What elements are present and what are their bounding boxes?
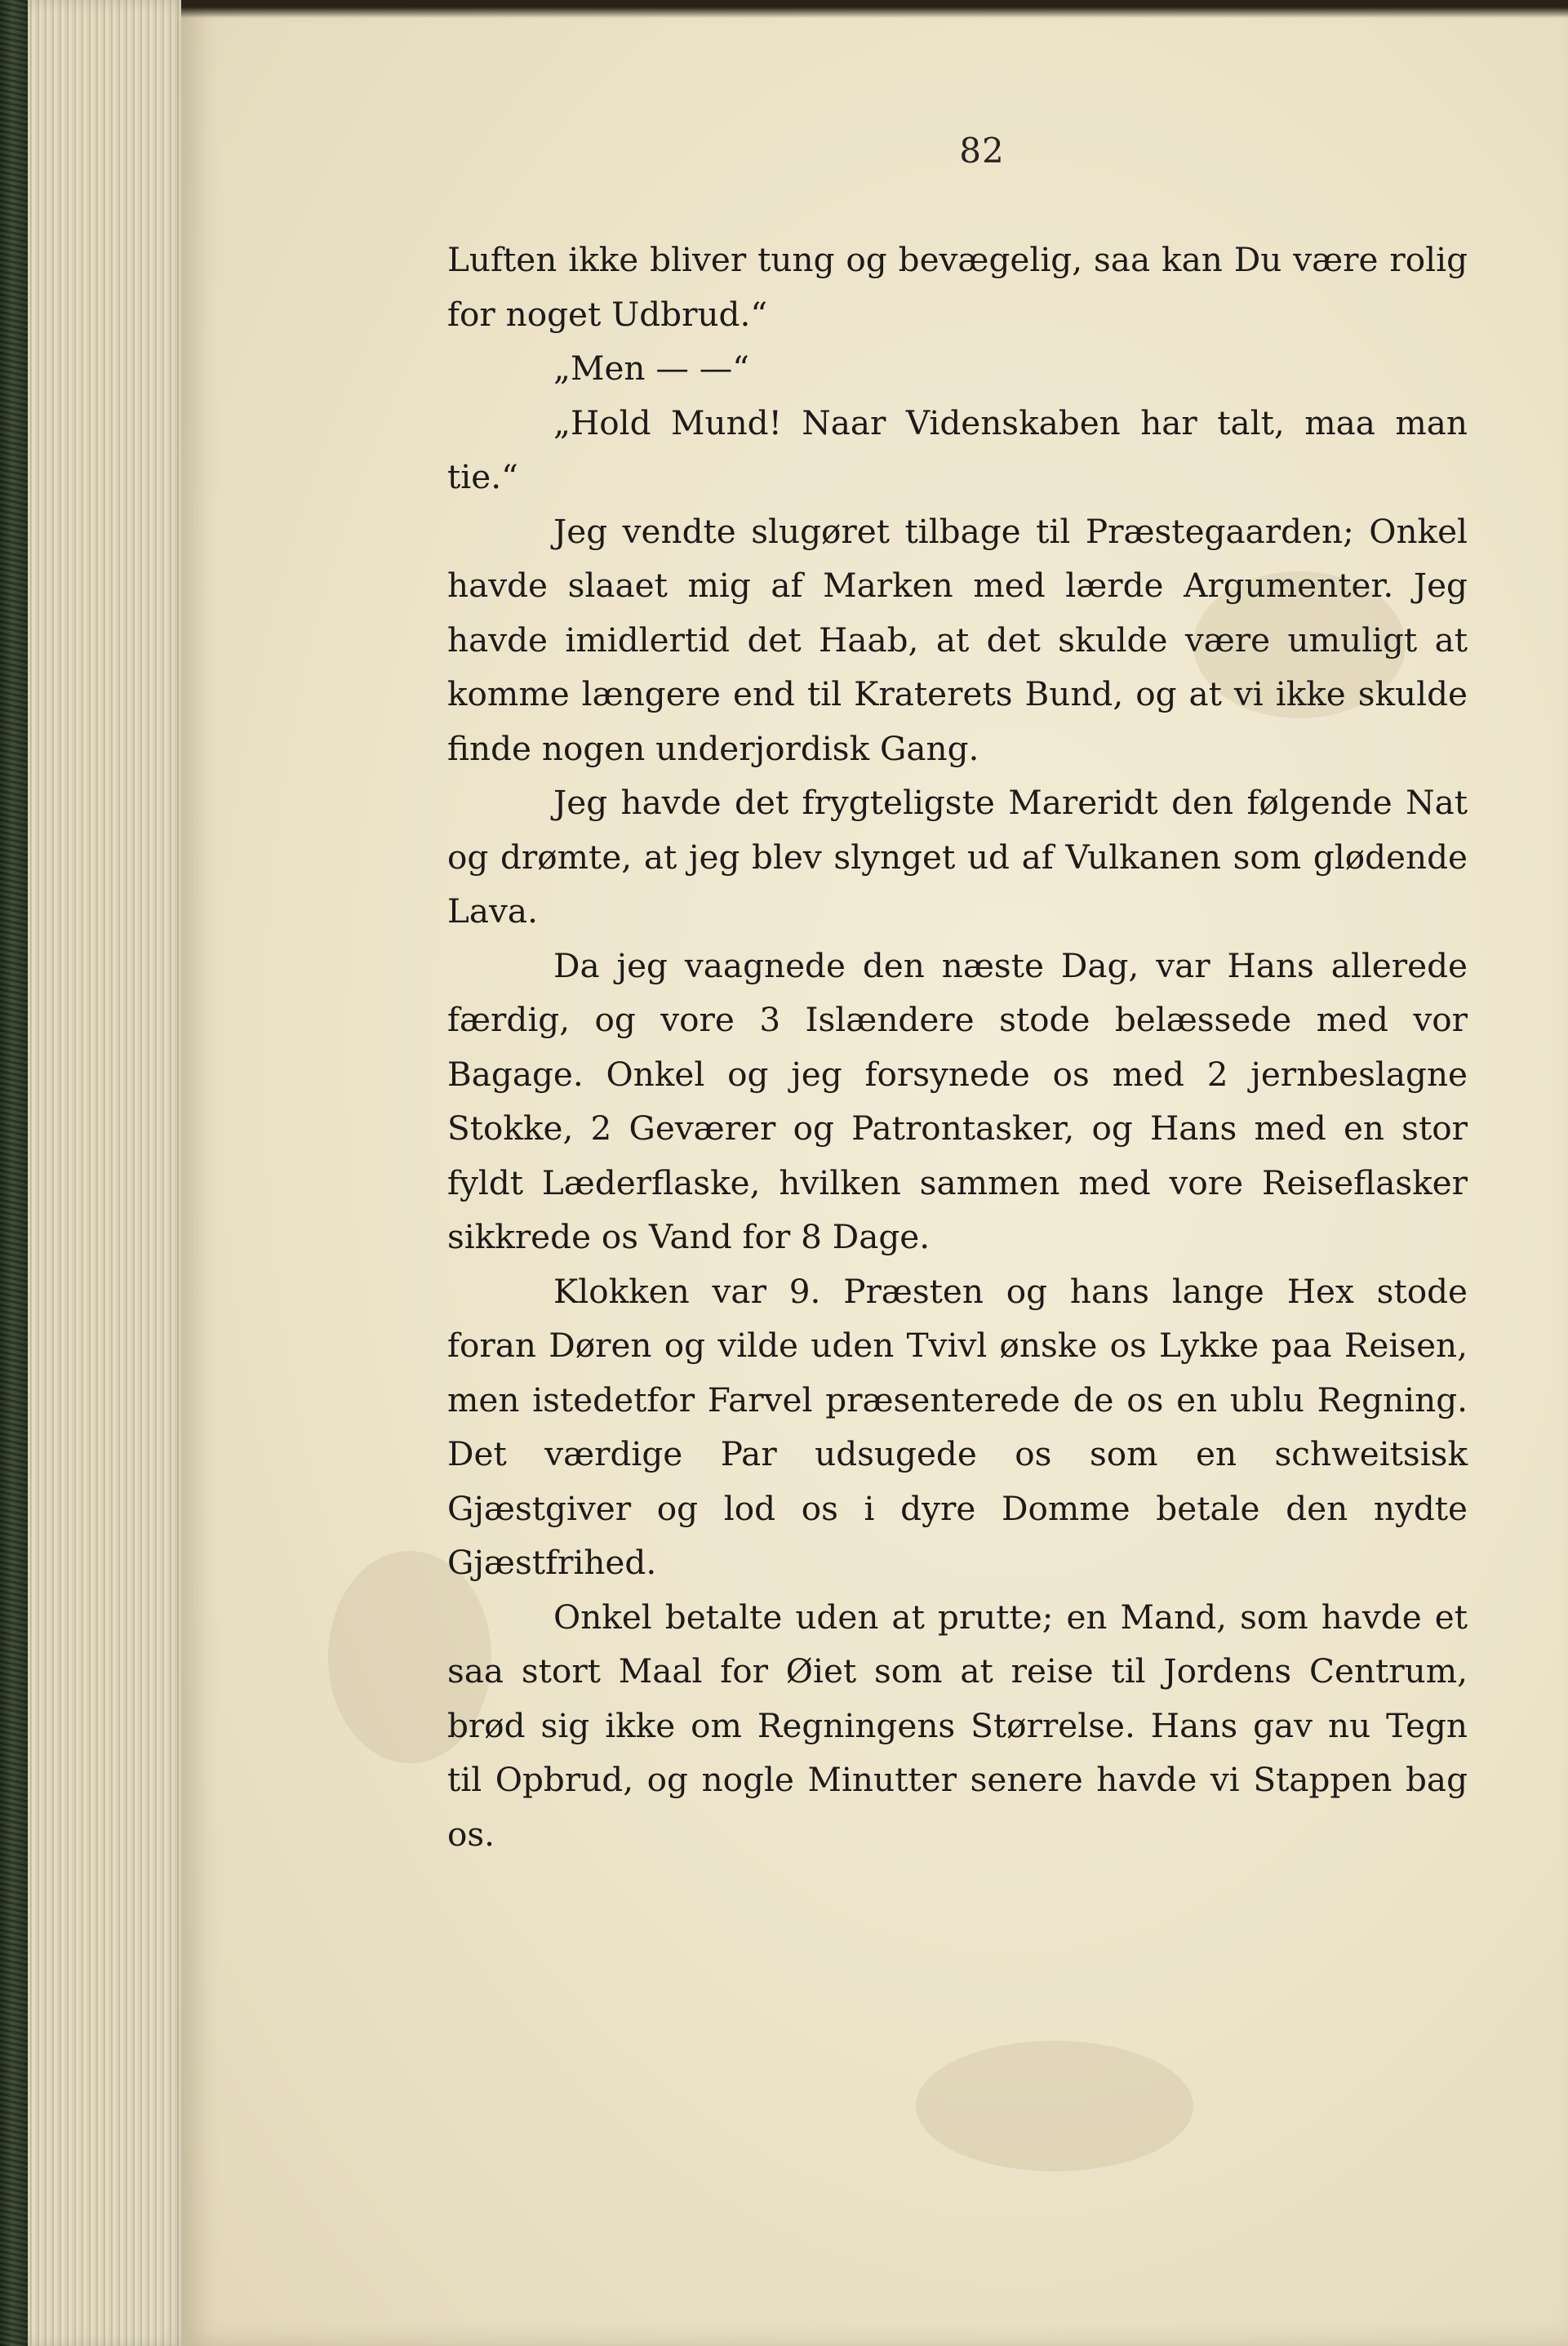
paragraph: Jeg havde det frygteligste Mareridt den følgende Nat og drømte, at jeg blev slynget ud af Vulkanen som glødende Lava. (447, 783, 1468, 931)
page-number: 82 (959, 131, 1005, 171)
paragraph: Da jeg vaagnede den næste Dag, var Hans allerede færdig, og vore 3 Islændere stode belæssede med vor Bagage. Onkel og jeg forsynede os med 2 jernbeslagne Stokke, 2 Geværer og Patrontasker, og Hans med en stor fyldt Læderflaske, hvilken sammen med vore Reiseflasker sikkrede os Vand for 8 Dage. (447, 945, 1468, 1256)
book-binding (0, 0, 28, 2346)
page-edges (28, 0, 191, 2346)
paragraph: Klokken var 9. Præsten og hans lange Hex stode foran Døren og vilde uden Tvivl ønske os Lykke paa Reisen, men istedetfor Farvel præsenterede de os en ublu Regning. Det værdige Par udsugede os som en schweitsisk Gjæstgiver og lod os i dyre Domme betale den nydte Gjæstfrihed. (447, 1271, 1468, 1582)
paragraph: Onkel betalte uden at prutte; en Mand, som havde et saa stort Maal for Øiet som at reise til Jordens Centrum, brød sig ikke om Regningens Størrelse. Hans gav nu Tegn til Opbrud, og nogle Minutter senere havde vi Stappen bag os. (447, 1597, 1468, 1854)
paragraph: Luften ikke bliver tung og bevægelig, saa kan Du være rolig for noget Udbrud.“ (447, 240, 1468, 334)
paper-stain (916, 2041, 1193, 2171)
paragraph: „Men — —“ (553, 349, 749, 388)
body-text (447, 233, 1468, 1861)
paragraph: Jeg vendte slugøret tilbage til Præstegaarden; Onkel havde slaaet mig af Marken med lærde Argumenter. Jeg havde imidlertid det Haab, at det skulde være umuligt at komme længere end til Kraterets Bund, og at vi ikke skulde finde nogen underjordisk Gang. (447, 511, 1468, 768)
page-top-shadow (181, 0, 1568, 18)
paragraph: „Hold Mund! Naar Videnskaben har talt, maa man tie.“ (447, 402, 1468, 496)
